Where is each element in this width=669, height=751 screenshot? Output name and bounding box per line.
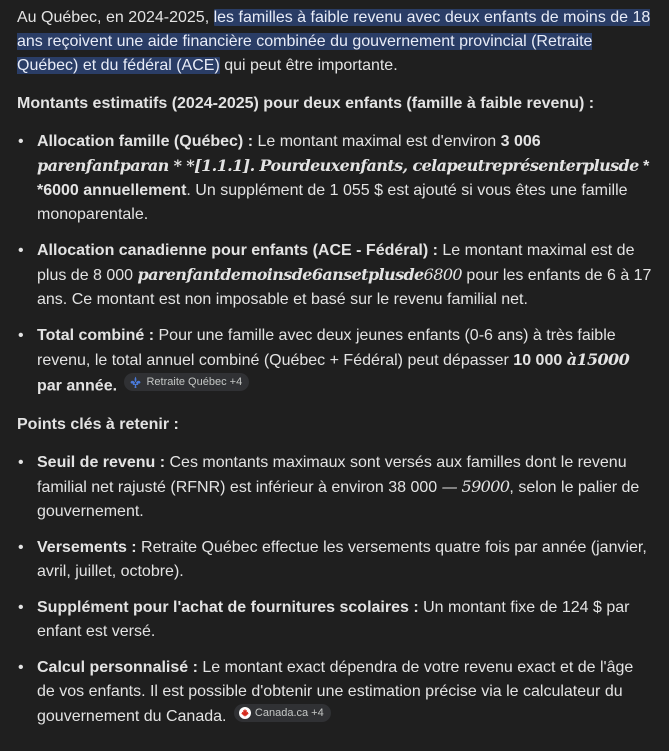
intro-highlight[interactable]: les familles à faible revenu avec deux enfants de moins de 18 ans reçoivent une aide financière combinée du gouvernement provincial (Retraite Québec) et du fédéral (ACE) <box>17 9 651 74</box>
intro-text-after: qui peut être importante. <box>219 57 398 74</box>
list-item <box>17 324 655 399</box>
item-label: Calcul personnalisé : <box>37 658 198 676</box>
item-amount: par année. <box>37 377 118 395</box>
bullet-marker: • <box>18 658 24 676</box>
bullet-marker: • <box>18 453 24 471</box>
item-label: Allocation canadienne pour enfants (ACE - Fédéral) : <box>37 242 438 259</box>
fleur-de-lis-icon <box>129 376 142 389</box>
section-heading-key-points: Points clés à retenir : <box>17 415 179 433</box>
item-text: pour les enfants de 6 à 17 ans. Ce montant est non imposable et basé sur le revenu familial net. <box>37 267 652 308</box>
item-label: Versements : <box>37 538 137 556</box>
canada-maple-leaf-icon <box>239 707 251 719</box>
list-item <box>17 451 655 524</box>
item-label: Allocation famille (Québec) : <box>37 133 254 150</box>
bullet-marker: • <box>18 242 24 259</box>
intro-paragraph <box>17 6 655 78</box>
bullet-marker: • <box>18 538 24 556</box>
item-text: Un montant fixe de 124 $ par enfant est versé. <box>37 598 630 640</box>
item-amount: 3 006 <box>500 133 541 150</box>
item-label: Total combiné : <box>37 327 155 344</box>
item-text: Le montant maximal est de plus de 8 000 <box>37 242 635 284</box>
item-text: Le montant exact dépendra de votre revenu exact et de l'âge de vos enfants. Il est possible d'obtenir une estimation précise via le calculateur du gouvernement du Canada. <box>37 658 634 725</box>
item-text: , selon le palier de gouvernement. <box>37 478 640 520</box>
source-chip-retraite-quebec[interactable] <box>124 373 249 391</box>
list-item <box>17 239 655 312</box>
item-amount: 10 000 <box>513 352 567 369</box>
item-text: Pour une famille avec deux jeunes enfants (0-6 ans) à très faible revenu, le total annuel combiné (Québec + Fédéral) peut dépasser <box>37 327 616 369</box>
item-text: Ces montants maximaux sont versés aux familles dont le revenu familial net rajusté (RFNR) est inférieur à environ 38 000 <box>37 453 627 496</box>
item-label: Supplément pour l'achat de fournitures scolaires : <box>37 598 419 616</box>
list-item <box>17 130 655 227</box>
math-render-artifact: — 59000 <box>441 476 510 496</box>
intro-text-before: Au Québec, en 2024-2025, <box>17 9 214 26</box>
chip-label: Retraite Québec +4 <box>146 376 243 388</box>
list-item <box>17 596 655 644</box>
item-label: Seuil de revenu : <box>37 453 166 471</box>
item-text: Retraite Québec effectue les versements quatre fois par année (janvier, avril, juillet, octobre). <box>37 538 647 580</box>
math-render-artifact: à15000 <box>566 350 630 369</box>
source-chip-canada-ca[interactable] <box>234 704 331 722</box>
bullet-marker: • <box>18 598 24 616</box>
item-text: Le montant maximal est d'environ <box>253 133 501 150</box>
chip-label: Canada.ca +4 <box>254 706 324 719</box>
key-points-list <box>17 451 655 729</box>
bullet-marker: • <box>18 327 24 344</box>
item-amount: * *6000 annuellement <box>37 158 650 199</box>
math-render-artifact: parenfantparan * *[1.1.1]. Pourdeuxenfants, celapeutreprésenterplusde <box>37 156 639 175</box>
bullet-marker: • <box>18 133 24 150</box>
list-item <box>17 536 655 584</box>
item-text: . Un supplément de 1 055 $ est ajouté si vous êtes une famille monoparentale. <box>37 182 628 223</box>
math-render-artifact: parenfantdemoinsde6ansetplusde <box>137 265 424 284</box>
amounts-list <box>17 130 655 399</box>
list-item <box>17 656 655 729</box>
math-render-number: 6800 <box>423 265 462 284</box>
section-heading-amounts: Montants estimatifs (2024-2025) pour deux enfants (famille à faible revenu) : <box>17 95 595 112</box>
